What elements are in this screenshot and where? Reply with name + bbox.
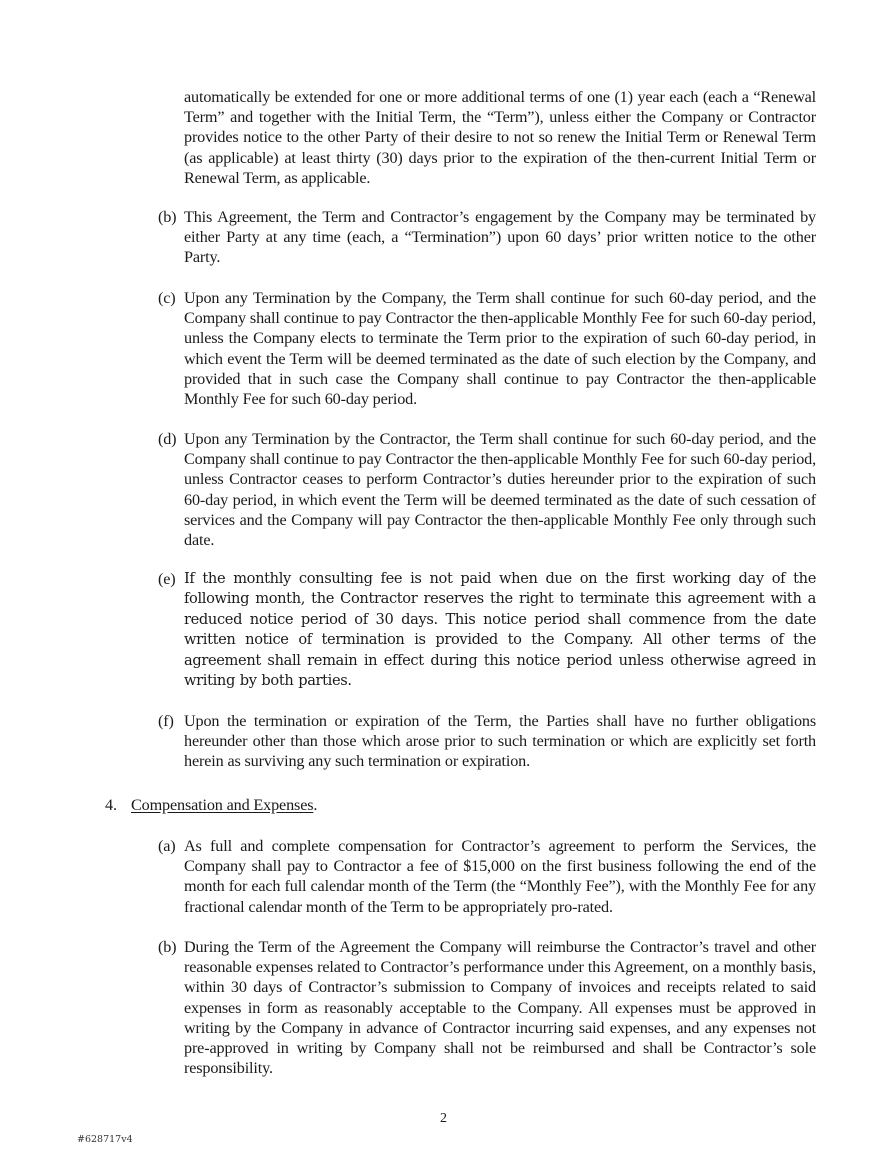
clause-text: This Agreement, the Term and Contractor’s engagement by the Company may be terminated by either Party at any time (each, a “Termination”) upon 60 days’ prior written notice to the other Party. (184, 208, 816, 267)
clause-text: During the Term of the Agreement the Company will reimburse the Contractor’s travel and other reasonable expenses related to Contractor’s performance under this Agreement, on a monthly basis, within 30 days of Contractor’s submission to Company of invoices and receipts related to said expenses in form as reasonably acceptable to the Company. All expenses must be approved in writing by the Company in advance of Contractor incurring said expenses, and any expenses not pre-approved in writing by Company shall not be reimbursed and shall be Contractor’s sole responsibility. (184, 938, 816, 1078)
clause-text: Upon the termination or expiration of the Term, the Parties shall have no further obligations hereunder other than those which arose prior to such termination or which are explicitly set forth herein as surviving any such termination or expiration. (184, 712, 816, 771)
clause-4a (158, 836, 816, 917)
clause-label: (a) (158, 837, 176, 855)
page-number: 2 (440, 1111, 447, 1126)
clause-text: Upon any Termination by the Company, the Term shall continue for such 60-day period, and the Company shall continue to pay Contractor the then-applicable Monthly Fee for such 60-day period, unless the Company elects to terminate the Term prior to the expiration of such 60-day period, in which event the Term will be deemed terminated as the date of such election by the Company, and provided that in such case the Company shall continue to pay Contractor the then-applicable Monthly Fee for such 60-day period. (184, 289, 816, 409)
section-title (131, 795, 317, 815)
document-id: #628717v4 (77, 1134, 133, 1145)
clause-label: (d) (158, 430, 177, 448)
clause-3e (158, 569, 816, 691)
clause-4b (158, 937, 816, 1078)
clause-3d (158, 429, 816, 550)
section-number: 4. (105, 796, 117, 814)
clause-label: (f) (158, 712, 174, 730)
clause-text: Upon any Termination by the Contractor, the Term shall continue for such 60-day period, and the Company shall continue to pay Contractor the then-applicable Monthly Fee for such 60-day period, unless Contractor ceases to perform Contractor’s duties hereunder prior to the expiration of such 60-day period, in which event the Term will be deemed terminated as the date of such cessation of services and the Company will pay Contractor the then-applicable Monthly Fee only through such date. (184, 430, 816, 550)
clause-label: (c) (158, 289, 176, 307)
clause-3b (158, 207, 816, 268)
clause-label: (b) (158, 208, 177, 226)
continuation-paragraph: automatically be extended for one or more additional terms of one (1) year each (each a “Renewal Term” and together with the Initial Term, the “Term”), unless either the Company or Contractor provides notice to the other Party of their desire to not so renew the Initial Term or Renewal Term (as applicable) at least thirty (30) days prior to the expiration of the then-current Initial Term or Renewal Term, as applicable. (184, 88, 816, 187)
clause-3f (158, 711, 816, 772)
clause-3c (158, 288, 816, 409)
clause-label: (e) (158, 570, 176, 588)
clause-text: As full and complete compensation for Contractor’s agreement to perform the Services, the Company shall pay to Contractor a fee of $15,000 on the first business following the end of the month for each full calendar month of the Term (the “Monthly Fee”), with the Monthly Fee for any fractional calendar month of the Term to be appropriately pro-rated. (184, 837, 816, 916)
clause-label: (b) (158, 938, 177, 956)
section-title-underlined: Compensation and Expenses (131, 796, 314, 814)
clause-text: If the monthly consulting fee is not paid when due on the first working day of the following month, the Contractor reserves the right to terminate this agreement with a reduced notice period of 30 days. This notice period shall commence from the date written notice of termination is provided to the Company. All other terms of the agreement shall remain in effect during this notice period unless otherwise agreed in writing by both parties. (184, 570, 816, 690)
section-title-period: . (313, 796, 318, 814)
